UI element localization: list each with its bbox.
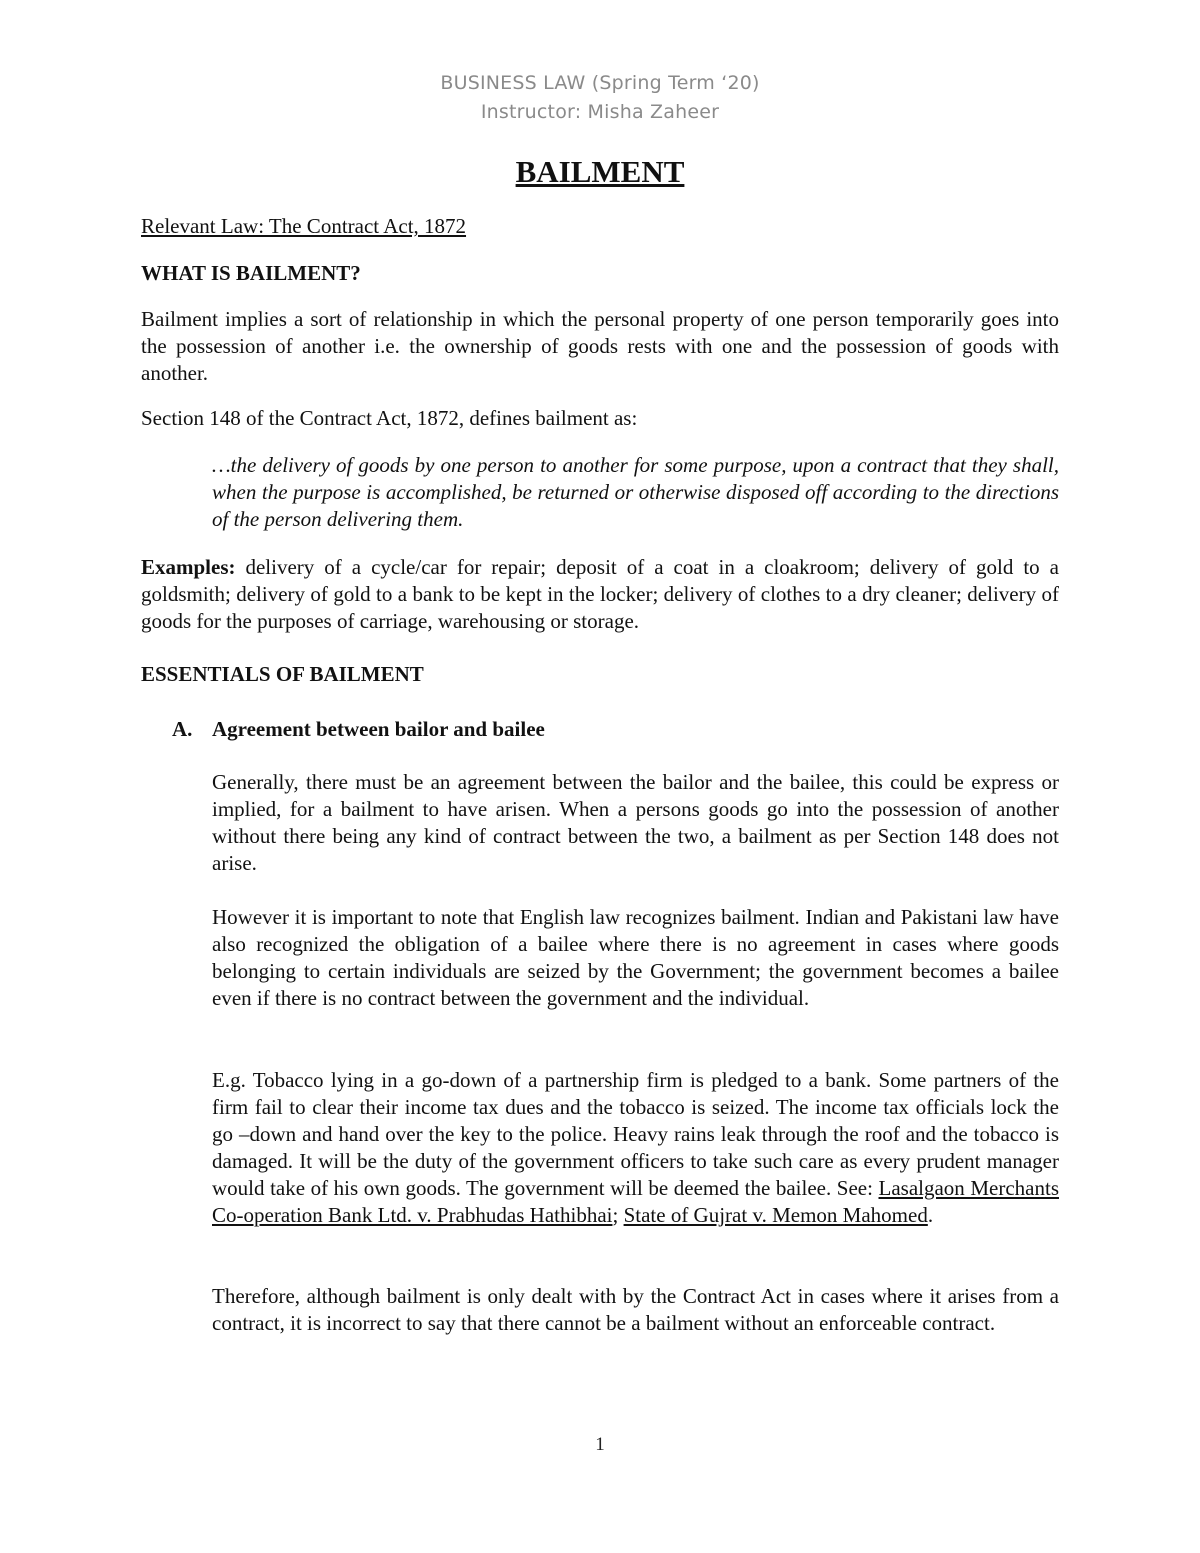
item-a-paragraph-4: Therefore, although bailment is only dealt with by the Contract Act in cases where it arises from a contract, it is incorrect to say that there cannot be a bailment without an enforceable contract. [212, 1284, 1059, 1335]
relevant-law-text: Relevant Law: The Contract Act, 1872 [141, 214, 467, 238]
case-citation-2: State of Gujrat v. Memon Mahomed [623, 1203, 928, 1227]
example-text: E.g. Tobacco lying in a go-down of a partnership firm is pledged to a bank. Some partners of the firm fail to clear their income tax dues and the tobacco is seized. The income tax officials lock the go –down and hand over the key to the police. Heavy rains leak through the roof and the tobacco is damaged. It will be the duty of the government officers to take such care as every prudent manager would take of his own goods. The government will be deemed the bailee. See: [212, 1068, 1059, 1200]
item-a-letter: A. [172, 717, 193, 741]
item-a-paragraph-2: However it is important to note that English law recognizes bailment. Indian and Pakistani law have also recognized the obligation of a bailee where there is no agreement in cases where goods belonging to certain individuals are seized by the Government; the government becomes a bailee even if there is no contract between the government and the individual. [212, 905, 1059, 1010]
case-end: . [927, 1203, 934, 1227]
case-citation-1: Lasalgaon Merchants Co-operation Bank Ltd. v. Prabhudas Hathibhai [212, 1176, 1059, 1227]
essentials-heading: ESSENTIALS OF BAILMENT [141, 662, 424, 686]
document-title: BAILMENT [515, 154, 685, 189]
what-heading: WHAT IS BAILMENT? [141, 261, 361, 285]
intro-paragraph: Bailment implies a sort of relationship in which the personal property of one person temporarily goes into the possession of another i.e. the ownership of goods rests with one and the possession of goods with another. [141, 307, 1059, 385]
examples-paragraph [141, 554, 1059, 635]
item-a-heading: Agreement between bailor and bailee [212, 717, 545, 741]
definition-quote: …the delivery of goods by one person to another for some purpose, upon a contract that they shall, when the purpose is accomplished, be returned or otherwise disposed off according to the directions of the person delivering them. [212, 453, 1059, 531]
examples-text: delivery of a cycle/car for repair; deposit of a coat in a cloakroom; delivery of gold to a goldsmith; delivery of gold to a bank to be kept in the locker; delivery of clothes to a dry cleaner; delivery of goods for the purposes of carriage, warehousing or storage. [141, 555, 1059, 633]
relevant-law [141, 213, 1059, 240]
page-number: 1 [595, 1434, 605, 1455]
case-separator: ; [612, 1203, 624, 1227]
examples-label: Examples: [141, 555, 236, 579]
section-line: Section 148 of the Contract Act, 1872, defines bailment as: [141, 406, 638, 430]
header-instructor: Instructor: Misha Zaheer [480, 101, 720, 123]
item-a-paragraph-3 [212, 1067, 1059, 1229]
header-course: BUSINESS LAW (Spring Term ‘20) [440, 72, 760, 94]
item-a-paragraph-1: Generally, there must be an agreement between the bailor and the bailee, this could be express or implied, for a bailment to have arisen. When a persons goods go into the possession of another without there being any kind of contract between the two, a bailment as per Section 148 does not arise. [212, 770, 1059, 875]
